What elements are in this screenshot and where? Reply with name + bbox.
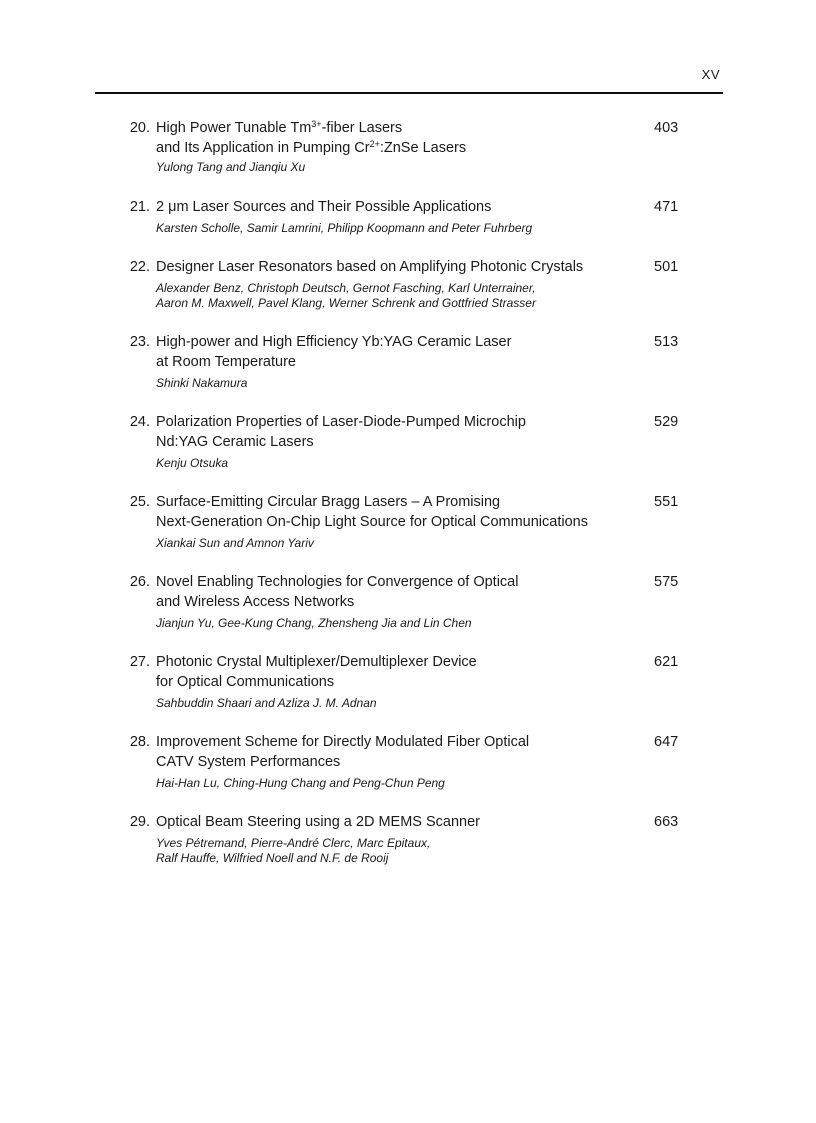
entry-author-line: Sahbuddin Shaari and Azliza J. M. Adnan (156, 696, 377, 710)
entry-page: 551 (654, 494, 679, 510)
entry-title-line: at Room Temperature (156, 354, 296, 370)
entry-author-line: Yulong Tang and Jianqiu Xu (156, 160, 306, 174)
entry-author-line: Shinki Nakamura (156, 376, 248, 390)
entry-number: 29. (129, 814, 150, 830)
entry-title-line: Next-Generation On-Chip Light Source for Optical Communications (156, 514, 588, 530)
entry-title-line: Polarization Properties of Laser-Diode-Pumped Microchip (156, 414, 526, 430)
entry-author-line: Ralf Hauffe, Wilfried Noell and N.F. de Rooij (156, 851, 389, 865)
entry-title-line: Novel Enabling Technologies for Convergence of Optical (156, 574, 519, 590)
entry-title (156, 572, 631, 612)
entry-author-line: Hai-Han Lu, Ching-Hung Chang and Peng-Chun Peng (156, 776, 445, 790)
entry-title-line: and Wireless Access Networks (156, 594, 355, 610)
entry-title-line: Designer Laser Resonators based on Amplifying Photonic Crystals (156, 259, 584, 275)
entry-number: 27. (129, 654, 150, 670)
entry-page: 529 (654, 414, 679, 430)
entry-authors (156, 616, 636, 631)
entry-page: 621 (654, 654, 679, 670)
entry-title-line: CATV System Performances (156, 754, 341, 770)
entry-title-line: Surface-Emitting Circular Bragg Lasers – A Promising (156, 494, 501, 510)
entry-number: 21. (129, 199, 150, 215)
entry-title (156, 812, 631, 832)
entry-page: 501 (654, 259, 679, 275)
entry-author-line: Alexander Benz, Christoph Deutsch, Gernot Fasching, Karl Unterrainer, (156, 281, 536, 295)
entry-title (156, 332, 631, 372)
entry-number: 24. (129, 414, 150, 430)
entry-title (156, 732, 631, 772)
entry-title (156, 118, 631, 158)
entry-title-line: Photonic Crystal Multiplexer/Demultiplexer Device (156, 654, 477, 670)
entry-title (156, 257, 631, 277)
entry-number: 26. (129, 574, 150, 590)
entry-author-line: Kenju Otsuka (156, 456, 229, 470)
entry-author-line: Karsten Scholle, Samir Lamrini, Philipp Koopmann and Peter Fuhrberg (156, 221, 533, 235)
entry-title-line: Nd:YAG Ceramic Lasers (156, 434, 314, 450)
entry-title (156, 197, 631, 217)
page-number: XV (701, 67, 720, 82)
entry-page: 663 (654, 814, 679, 830)
entry-page: 513 (654, 334, 679, 350)
entry-authors (156, 456, 636, 471)
entry-title-line: High-power and High Efficiency Yb:YAG Ceramic Laser (156, 334, 512, 350)
entry-title-line: and Its Application in Pumping $Cr^{2+}:ZnSe$ Lasers (156, 139, 467, 156)
entry-authors (156, 836, 636, 866)
entry-number: 20. (129, 120, 150, 136)
entry-number: 23. (129, 334, 150, 350)
superscript: 3+ (311, 119, 322, 129)
entry-page: 575 (654, 574, 679, 590)
entry-page: 647 (654, 734, 679, 750)
entry-author-line: Jianjun Yu, Gee-Kung Chang, Zhensheng Jia and Lin Chen (156, 616, 472, 630)
entry-title-line: High Power Tunable $Tm^{3+}$-fiber Lasers (156, 119, 403, 136)
entry-authors (156, 536, 636, 551)
entry-title (156, 492, 631, 532)
entry-number: 25. (129, 494, 150, 510)
header-rule (95, 92, 723, 94)
entry-title-line: Optical Beam Steering using a 2D MEMS Scanner (156, 814, 480, 830)
entry-authors (156, 776, 636, 791)
entry-number: 22. (129, 259, 150, 275)
superscript: 2+ (369, 139, 380, 149)
entry-author-line: Xiankai Sun and Amnon Yariv (156, 536, 314, 550)
entry-author-line: Aaron M. Maxwell, Pavel Klang, Werner Schrenk and Gottfried Strasser (156, 296, 536, 310)
entry-number: 28. (129, 734, 150, 750)
entry-authors (156, 160, 636, 175)
entry-page: 403 (654, 120, 679, 136)
entry-author-line: Yves Pétremand, Pierre-André Clerc, Marc Epitaux, (156, 836, 431, 850)
entry-title (156, 412, 631, 452)
entry-authors (156, 696, 636, 711)
entry-authors (156, 221, 636, 236)
entry-title-line: 2 μm Laser Sources and Their Possible Applications (156, 199, 492, 215)
entry-title (156, 652, 631, 692)
entry-title-line: for Optical Communications (156, 674, 335, 690)
entry-authors (156, 376, 636, 391)
entry-title-line: Improvement Scheme for Directly Modulated Fiber Optical (156, 734, 530, 750)
entry-authors (156, 281, 636, 311)
entry-page: 471 (654, 199, 679, 215)
